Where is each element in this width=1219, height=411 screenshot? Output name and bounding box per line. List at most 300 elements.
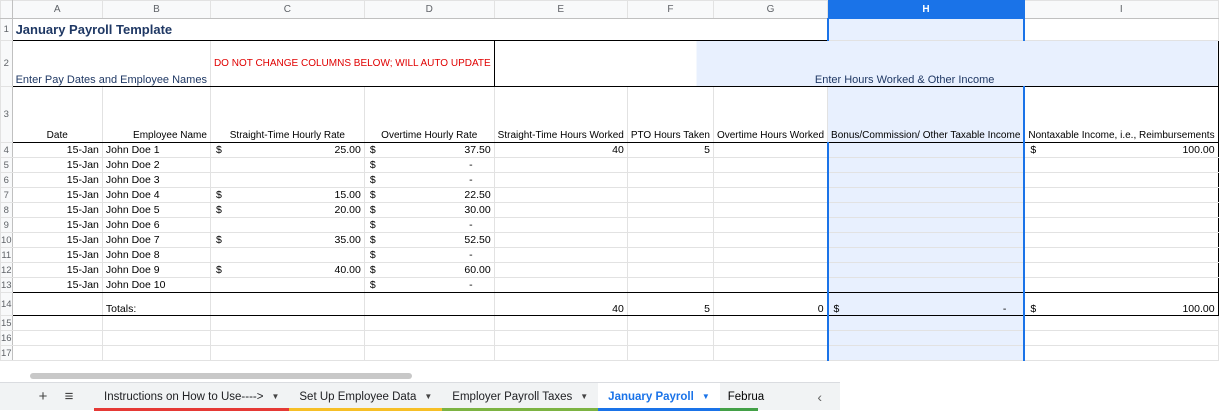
cell-st-rate[interactable] — [210, 188, 364, 203]
cell-ot-rate[interactable] — [364, 278, 494, 293]
empty-cell[interactable] — [1024, 331, 1218, 346]
currency-symbol: $ — [369, 234, 376, 246]
ot-rate-value — [368, 279, 491, 291]
employee-name-text: John Doe 4 — [105, 189, 160, 201]
row-header-10[interactable]: 10 — [1, 234, 12, 246]
currency-symbol: $ — [369, 279, 376, 291]
tab-set-up-employee-data[interactable] — [289, 383, 442, 411]
header-date[interactable] — [12, 87, 102, 143]
cell-st-hours[interactable] — [494, 233, 627, 248]
column-header-f[interactable]: F — [627, 1, 713, 19]
cell-pto-hours[interactable] — [627, 218, 713, 233]
empty-cell[interactable] — [210, 346, 364, 361]
cell-c14[interactable] — [210, 293, 364, 316]
cell-bonus[interactable] — [828, 263, 1025, 278]
tab-dropdown-icon[interactable]: ▼ — [580, 392, 589, 401]
header-st-hours[interactable] — [494, 87, 627, 143]
cell-bonus[interactable] — [828, 188, 1025, 203]
total-ot-hours[interactable] — [713, 293, 827, 316]
tab-instructions-on-how-to-use[interactable] — [94, 383, 289, 411]
cell-employee-name[interactable] — [102, 233, 210, 248]
cell-date[interactable] — [12, 158, 102, 173]
tab-label: Employer Payroll Taxes — [452, 390, 573, 403]
empty-cell[interactable] — [102, 331, 210, 346]
cell-bonus[interactable] — [828, 203, 1025, 218]
header-bonus[interactable] — [828, 87, 1025, 143]
st-rate-value — [214, 204, 361, 216]
sheet-row-17 — [1, 346, 1219, 361]
empty-cell[interactable] — [494, 331, 627, 346]
header-text: Overtime Hourly Rate — [381, 130, 478, 141]
cell-employee-name[interactable] — [102, 173, 210, 188]
cell-st-rate[interactable] — [210, 143, 364, 158]
cell-nontaxable[interactable] — [1024, 218, 1218, 233]
tab-january-payroll[interactable] — [598, 383, 720, 411]
cell-st-hours[interactable] — [494, 188, 627, 203]
currency-symbol: $ — [369, 174, 376, 186]
ot-rate-value — [368, 204, 491, 216]
empty-cell[interactable] — [627, 316, 713, 331]
employee-name-text: John Doe 8 — [105, 249, 160, 261]
cell-st-rate[interactable] — [210, 173, 364, 188]
cell-ot-rate[interactable] — [364, 173, 494, 188]
currency-amount: - — [1002, 303, 1007, 315]
cell-st-hours[interactable] — [494, 278, 627, 293]
row-header-5[interactable]: 5 — [1, 158, 13, 173]
tab-label: Instructions on How to Use----> — [104, 390, 264, 403]
header-text: Date — [46, 130, 68, 141]
header-text: PTO Hours Taken — [630, 130, 710, 141]
date-text: 15-Jan — [66, 174, 99, 186]
row-header-15[interactable]: 15 — [1, 317, 12, 329]
currency-amount: - — [469, 219, 473, 231]
employee-name-text: John Doe 2 — [105, 159, 160, 171]
cell-st-rate[interactable] — [210, 203, 364, 218]
header-text: Straight-Time Hours Worked — [497, 130, 624, 141]
cell-st-hours[interactable] — [494, 218, 627, 233]
row-header-13[interactable]: 13 — [1, 279, 12, 291]
currency-symbol: $ — [369, 249, 376, 261]
ot-rate-value — [368, 174, 491, 186]
row-header-4[interactable]: 4 — [1, 143, 13, 158]
cell-st-hours[interactable] — [494, 263, 627, 278]
header-ot-hours[interactable] — [713, 87, 827, 143]
empty-cell[interactable] — [828, 346, 1025, 361]
currency-symbol: $ — [369, 159, 376, 171]
cell-date[interactable] — [12, 233, 102, 248]
header-text: Overtime Hours Worked — [716, 130, 825, 141]
total-st-hours-text: 40 — [612, 303, 624, 315]
date-text: 15-Jan — [66, 204, 99, 216]
column-header-g[interactable]: G — [713, 1, 827, 19]
cell-st-rate[interactable] — [210, 158, 364, 173]
cell-ot-hours[interactable] — [713, 158, 827, 173]
cell-ot-rate[interactable] — [364, 233, 494, 248]
pto-text: 5 — [704, 144, 710, 156]
cell-ot-hours[interactable] — [713, 233, 827, 248]
totals-row — [1, 293, 1219, 316]
empty-cell[interactable] — [494, 346, 627, 361]
row-header-1[interactable]: 1 — [1, 19, 13, 41]
cell-employee-name[interactable] — [102, 218, 210, 233]
cell-bonus[interactable] — [828, 233, 1025, 248]
cell-h1[interactable] — [828, 19, 1025, 41]
page-title[interactable] — [12, 19, 827, 41]
tab-label: Februa — [727, 390, 765, 403]
cell-st-hours[interactable] — [494, 203, 627, 218]
currency-amount: 100.00 — [1182, 144, 1215, 156]
cell-date[interactable] — [12, 203, 102, 218]
cell-st-hours[interactable] — [494, 173, 627, 188]
cell-st-hours[interactable] — [494, 158, 627, 173]
cell-nontaxable[interactable] — [1024, 278, 1218, 293]
currency-amount: - — [469, 249, 473, 261]
empty-cell[interactable] — [627, 346, 713, 361]
cell-ot-hours[interactable] — [713, 218, 827, 233]
currency-symbol: $ — [369, 264, 376, 276]
section-left-text: Enter Pay Dates and Employee Names — [15, 74, 207, 86]
table-row — [1, 218, 1219, 233]
cell-ot-hours[interactable] — [713, 278, 827, 293]
empty-cell[interactable] — [1024, 346, 1218, 361]
currency-amount: 37.50 — [464, 144, 491, 156]
empty-cell[interactable] — [12, 346, 102, 361]
currency-amount: - — [469, 174, 473, 186]
tab-employer-payroll-taxes[interactable] — [442, 383, 598, 411]
currency-amount: 30.00 — [464, 204, 491, 216]
cell-employee-name[interactable] — [102, 203, 210, 218]
currency-amount: 15.00 — [334, 189, 361, 201]
employee-name-text: John Doe 10 — [105, 279, 166, 291]
cell-date[interactable] — [12, 188, 102, 203]
warning-note[interactable] — [210, 41, 494, 87]
empty-cell[interactable] — [364, 331, 494, 346]
totals-label[interactable] — [102, 293, 210, 316]
currency-symbol: $ — [215, 204, 222, 216]
cell-i1[interactable] — [1024, 19, 1218, 41]
currency-symbol: $ — [1030, 144, 1037, 156]
empty-cell[interactable] — [364, 316, 494, 331]
row-header-14[interactable]: 14 — [1, 293, 13, 316]
date-text: 15-Jan — [66, 234, 99, 246]
column-header-d[interactable]: D — [364, 1, 494, 19]
ot-rate-value — [368, 159, 491, 171]
cell-employee-name[interactable] — [102, 158, 210, 173]
cell-ot-hours[interactable] — [713, 203, 827, 218]
cell-ot-hours[interactable] — [713, 248, 827, 263]
row-header-3[interactable]: 3 — [1, 87, 13, 143]
cell-st-hours[interactable] — [494, 143, 627, 158]
sheet-row-16 — [1, 331, 1219, 346]
currency-symbol: $ — [215, 234, 222, 246]
row-header-7[interactable]: 7 — [1, 188, 13, 203]
currency-amount: 60.00 — [464, 264, 491, 276]
currency-amount: - — [469, 159, 473, 171]
currency-symbol: $ — [369, 204, 376, 216]
empty-cell[interactable] — [12, 316, 102, 331]
tab-dropdown-icon[interactable]: ▼ — [701, 392, 710, 401]
currency-symbol: $ — [833, 303, 840, 315]
ot-rate-value — [368, 144, 491, 156]
warning-text: DO NOT CHANGE COLUMNS BELOW; WILL AUTO UPDATE — [213, 58, 491, 69]
cell-nontaxable[interactable] — [1024, 203, 1218, 218]
employee-name-text: John Doe 1 — [105, 144, 160, 156]
cell-pto-hours[interactable] — [627, 233, 713, 248]
header-employee-name[interactable] — [102, 87, 210, 143]
header-ot-rate[interactable] — [364, 87, 494, 143]
row-header-16[interactable]: 16 — [1, 332, 12, 344]
cell-bonus[interactable] — [828, 278, 1025, 293]
empty-cell[interactable] — [627, 331, 713, 346]
cell-ot-rate[interactable] — [364, 203, 494, 218]
header-text: Employee Name — [133, 130, 207, 141]
scroll-tabs-left-icon[interactable]: ‹ — [817, 389, 822, 405]
currency-amount: 25.00 — [334, 144, 361, 156]
row-header-17[interactable]: 17 — [1, 347, 12, 359]
total-st-hours[interactable] — [494, 293, 627, 316]
cell-ot-hours[interactable] — [713, 173, 827, 188]
tab-label: Set Up Employee Data — [299, 390, 417, 403]
empty-cell[interactable] — [828, 331, 1025, 346]
cell-pto-hours[interactable] — [627, 188, 713, 203]
employee-name-text: John Doe 3 — [105, 174, 160, 186]
empty-cell[interactable] — [210, 331, 364, 346]
section-header-left[interactable] — [12, 41, 210, 87]
currency-symbol: $ — [1030, 303, 1037, 315]
row-header-6[interactable]: 6 — [1, 173, 13, 188]
header-text: Bonus/Commission/ Other Taxable Income — [831, 130, 1021, 141]
empty-cell[interactable] — [1024, 316, 1218, 331]
header-st-rate[interactable] — [210, 87, 364, 143]
empty-cell[interactable] — [210, 316, 364, 331]
cell-ot-rate[interactable] — [364, 143, 494, 158]
sheet-row-15 — [1, 316, 1219, 331]
empty-cell[interactable] — [494, 316, 627, 331]
cell-date[interactable] — [12, 173, 102, 188]
tab-color-bar — [94, 408, 289, 411]
select-all-corner[interactable] — [1, 1, 13, 19]
all-sheets-menu-icon[interactable]: ≡ — [64, 388, 74, 405]
total-nontaxable[interactable] — [1024, 293, 1218, 316]
cell-pto-hours[interactable] — [627, 143, 713, 158]
cell-st-rate[interactable] — [210, 233, 364, 248]
cell-ot-rate[interactable] — [364, 218, 494, 233]
cell-st-rate[interactable] — [210, 278, 364, 293]
cell-ot-rate[interactable] — [364, 248, 494, 263]
row-header-8[interactable]: 8 — [1, 203, 13, 218]
sheet-row-1 — [1, 19, 1219, 41]
table-row — [1, 233, 1219, 248]
tab-dropdown-icon[interactable]: ▼ — [271, 392, 280, 401]
st-rate-value — [214, 264, 361, 276]
tab-color-bar — [442, 408, 598, 411]
cell-d14[interactable] — [364, 293, 494, 316]
empty-cell[interactable] — [713, 346, 827, 361]
nontaxable-value — [1028, 144, 1214, 156]
cell-bonus[interactable] — [828, 143, 1025, 158]
cell-st-rate[interactable] — [210, 248, 364, 263]
currency-amount: 22.50 — [464, 189, 491, 201]
total-pto[interactable] — [627, 293, 713, 316]
employee-name-text: John Doe 6 — [105, 219, 160, 231]
cell-bonus[interactable] — [828, 248, 1025, 263]
currency-symbol: $ — [369, 144, 376, 156]
empty-cell[interactable] — [713, 331, 827, 346]
currency-amount: 100.00 — [1182, 303, 1215, 315]
cell-bonus[interactable] — [828, 218, 1025, 233]
cell-st-rate[interactable] — [210, 263, 364, 278]
currency-symbol: $ — [215, 264, 222, 276]
cell-nontaxable[interactable] — [1024, 248, 1218, 263]
column-header-h[interactable]: H — [828, 1, 1025, 19]
cell-ot-rate[interactable] — [364, 188, 494, 203]
cell-pto-hours[interactable] — [627, 248, 713, 263]
cell-ot-hours[interactable] — [713, 188, 827, 203]
currency-symbol: $ — [215, 189, 222, 201]
cell-ot-hours[interactable] — [713, 143, 827, 158]
cell-employee-name[interactable] — [102, 188, 210, 203]
horizontal-scrollbar[interactable] — [30, 373, 412, 379]
cell-pto-hours[interactable] — [627, 158, 713, 173]
empty-cell[interactable] — [828, 316, 1025, 331]
st-rate-value — [214, 189, 361, 201]
empty-cell[interactable] — [364, 346, 494, 361]
total-nontaxable-value — [1028, 303, 1214, 315]
sheet-row-3 — [1, 87, 1219, 143]
ot-rate-value — [368, 264, 491, 276]
ot-rate-value — [368, 249, 491, 261]
tab-color-bar — [720, 408, 758, 411]
cell-nontaxable[interactable] — [1024, 233, 1218, 248]
empty-cell[interactable] — [12, 331, 102, 346]
row-header-11[interactable]: 11 — [1, 249, 12, 261]
currency-amount: 35.00 — [334, 234, 361, 246]
column-header-i[interactable]: I — [1024, 1, 1218, 19]
cell-st-hours[interactable] — [494, 248, 627, 263]
cell-ot-rate[interactable] — [364, 263, 494, 278]
cell-ot-hours[interactable] — [713, 263, 827, 278]
cell-date[interactable] — [12, 248, 102, 263]
table-row — [1, 188, 1219, 203]
sheet-tab-bar — [0, 382, 840, 410]
empty-cell[interactable] — [102, 316, 210, 331]
cell-nontaxable[interactable] — [1024, 143, 1218, 158]
tab-color-bar — [289, 408, 442, 411]
cell-ot-rate[interactable] — [364, 158, 494, 173]
column-header-b[interactable]: B — [102, 1, 210, 19]
tab-label: January Payroll — [608, 390, 694, 403]
column-header-row — [1, 1, 1219, 19]
row-header-12[interactable]: 12 — [1, 264, 12, 276]
add-sheet-icon[interactable]: + — [38, 388, 48, 405]
ot-rate-value — [368, 189, 491, 201]
cell-pto-hours[interactable] — [627, 263, 713, 278]
currency-amount: - — [469, 279, 473, 291]
table-row — [1, 143, 1219, 158]
date-text: 15-Jan — [66, 249, 99, 261]
empty-cell[interactable] — [102, 346, 210, 361]
column-header-c[interactable]: C — [210, 1, 364, 19]
table-row — [1, 263, 1219, 278]
cell-date[interactable] — [12, 143, 102, 158]
employee-name-text: John Doe 5 — [105, 204, 160, 216]
currency-symbol: $ — [215, 144, 222, 156]
cell-a14[interactable] — [12, 293, 102, 316]
cell-bonus[interactable] — [828, 158, 1025, 173]
header-pto[interactable] — [627, 87, 713, 143]
totals-label-text: Totals: — [105, 303, 137, 315]
cell-st-rate[interactable] — [210, 218, 364, 233]
ot-rate-value — [368, 234, 491, 246]
header-text: Nontaxable Income, i.e., Reimbursements — [1028, 130, 1215, 141]
ot-rate-value — [368, 219, 491, 231]
currency-amount: 20.00 — [334, 204, 361, 216]
title-text: January Payroll Template — [15, 22, 173, 37]
cell-nontaxable[interactable] — [1024, 158, 1218, 173]
cell-pto-hours[interactable] — [627, 173, 713, 188]
date-text: 15-Jan — [66, 219, 99, 231]
table-row — [1, 173, 1219, 188]
cell-date[interactable] — [12, 218, 102, 233]
total-bonus-value — [832, 303, 1021, 315]
row-header-9[interactable]: 9 — [1, 218, 13, 233]
tab-dropdown-icon[interactable]: ▼ — [424, 392, 433, 401]
empty-cell[interactable] — [713, 316, 827, 331]
table-row — [1, 248, 1219, 263]
date-text: 15-Jan — [66, 279, 99, 291]
cell-employee-name[interactable] — [102, 278, 210, 293]
cell-employee-name[interactable] — [102, 248, 210, 263]
cell-nontaxable[interactable] — [1024, 263, 1218, 278]
cell-nontaxable[interactable] — [1024, 173, 1218, 188]
employee-name-text: John Doe 9 — [105, 264, 160, 276]
cell-pto-hours[interactable] — [627, 278, 713, 293]
table-row — [1, 203, 1219, 218]
sheet-row-2 — [1, 41, 1219, 87]
tab-color-bar — [598, 408, 720, 411]
cell-nontaxable[interactable] — [1024, 188, 1218, 203]
table-row — [1, 158, 1219, 173]
header-nontaxable[interactable] — [1024, 87, 1218, 143]
row-header-2[interactable]: 2 — [1, 41, 13, 87]
currency-amount: 52.50 — [464, 234, 491, 246]
tab-february[interactable] — [720, 383, 765, 411]
employee-name-text: John Doe 7 — [105, 234, 160, 246]
date-text: 15-Jan — [66, 144, 99, 156]
total-ot-hours-text: 0 — [817, 303, 824, 315]
date-text: 15-Jan — [66, 159, 99, 171]
total-bonus[interactable] — [828, 293, 1025, 316]
currency-symbol: $ — [369, 219, 376, 231]
total-pto-text: 5 — [704, 303, 710, 315]
cell-employee-name[interactable] — [102, 263, 210, 278]
date-text: 15-Jan — [66, 264, 99, 276]
cell-employee-name[interactable] — [102, 143, 210, 158]
cell-bonus[interactable] — [828, 173, 1025, 188]
st-rate-value — [214, 234, 361, 246]
currency-symbol: $ — [369, 189, 376, 201]
cell-pto-hours[interactable] — [627, 203, 713, 218]
column-header-a[interactable]: A — [12, 1, 102, 19]
section-right-text: Enter Hours Worked & Other Income — [814, 74, 995, 86]
currency-amount: 40.00 — [334, 264, 361, 276]
date-text: 15-Jan — [66, 189, 99, 201]
cell-date[interactable] — [12, 263, 102, 278]
cell-date[interactable] — [12, 278, 102, 293]
column-header-e[interactable]: E — [494, 1, 627, 19]
section-header-right[interactable] — [494, 41, 1218, 87]
st-hours-text: 40 — [612, 144, 624, 156]
